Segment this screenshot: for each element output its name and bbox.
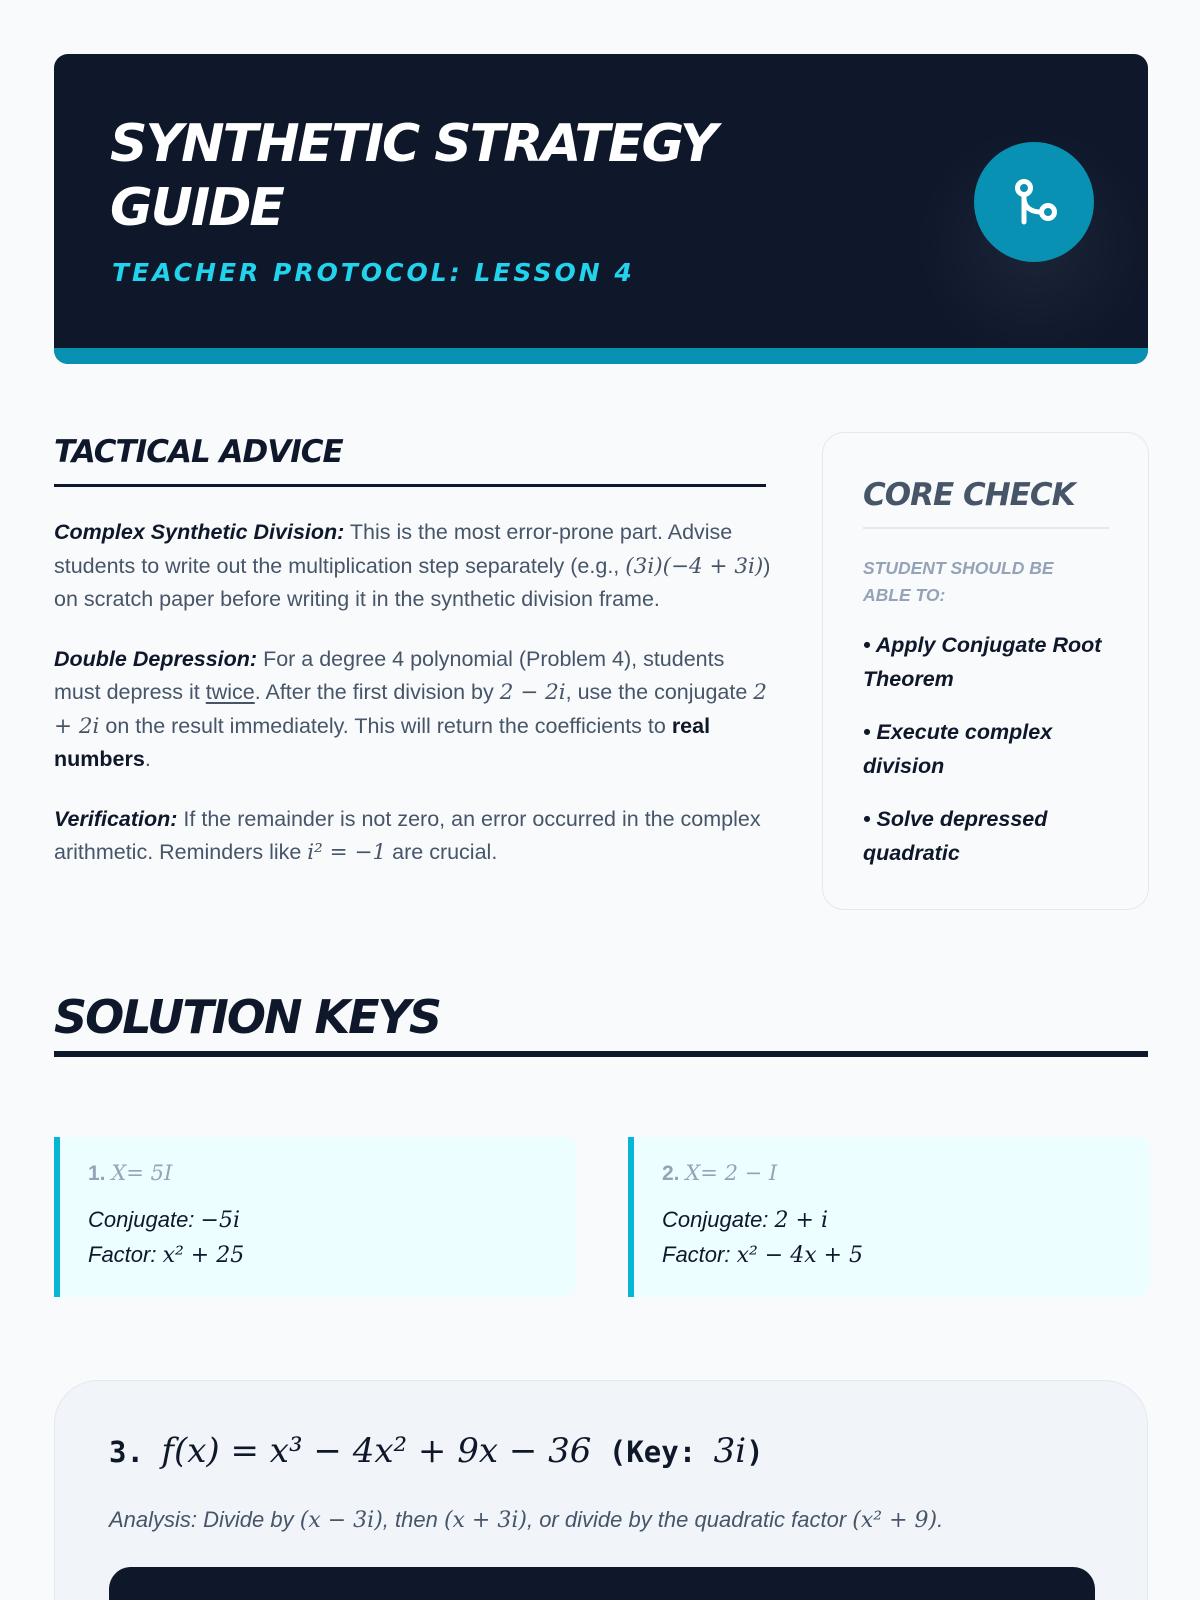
advice-lead: Complex Synthetic Division: bbox=[54, 520, 345, 544]
advice-complex-division bbox=[54, 516, 774, 617]
core-check-title: CORE CHECK bbox=[863, 477, 1075, 513]
analysis-text: Analysis: Divide by bbox=[109, 1507, 300, 1532]
problem-card bbox=[54, 1380, 1148, 1600]
conjugate-line bbox=[662, 1203, 863, 1238]
advice-text: For a degree 4 polynomial (Problem 4), students must depress it bbox=[54, 646, 725, 704]
factor-label: Factor: bbox=[88, 1242, 163, 1267]
analysis-text: . bbox=[937, 1507, 944, 1532]
factor-line bbox=[88, 1238, 244, 1273]
factor-line bbox=[662, 1238, 863, 1273]
problem-title bbox=[109, 1431, 764, 1471]
factor-value: x² − 4x + 5 bbox=[736, 1243, 864, 1268]
analysis-text: , then bbox=[382, 1507, 444, 1532]
header-banner bbox=[54, 54, 1148, 364]
math-expression: i² = −1 bbox=[307, 840, 387, 865]
core-check-item: • Execute complex division bbox=[863, 720, 1053, 778]
advice-text: . After the first division by bbox=[254, 680, 500, 704]
math-expression: 2 + 2i bbox=[54, 680, 767, 739]
page-subtitle: TEACHER PROTOCOL: LESSON 4 bbox=[112, 258, 635, 287]
key-close: ) bbox=[746, 1435, 764, 1469]
conjugate-value: 2 + i bbox=[774, 1208, 828, 1233]
emphasis-underline: twice bbox=[205, 680, 255, 704]
synthetic-division-panel bbox=[109, 1567, 1095, 1600]
core-check-item: • Apply Conjugate Root Theorem bbox=[863, 633, 1102, 691]
advice-text: , use the conjugate bbox=[565, 680, 754, 704]
problem-equation: f(x) = x³ − 4x² + 9x − 36 bbox=[161, 1431, 592, 1471]
root-value: X= 2 − I bbox=[685, 1161, 778, 1185]
solution-root bbox=[662, 1161, 777, 1186]
conjugate-label: Conjugate: bbox=[662, 1207, 775, 1232]
advice-text: This is the most error-prone part. Advise students to write out the multiplication step separately (e.g., bbox=[54, 520, 733, 578]
problem-analysis bbox=[109, 1507, 943, 1533]
math-expression: (x² + 9) bbox=[852, 1508, 938, 1533]
divider bbox=[54, 1051, 1148, 1057]
math-expression: (3i)(−4 + 3i) bbox=[625, 553, 764, 579]
advice-text: ) on scratch paper before writing it in the synthetic division frame. bbox=[54, 553, 771, 611]
key-value: 3i bbox=[713, 1431, 747, 1471]
core-check-item: • Solve depressed quadratic bbox=[863, 807, 1048, 865]
solution-card bbox=[628, 1137, 1150, 1297]
advice-text: If the remainder is not zero, an error occurred in the complex arithmetic. Reminders like bbox=[54, 806, 761, 864]
conjugate-line bbox=[88, 1203, 244, 1238]
core-check-label: STUDENT SHOULD BE ABLE TO: bbox=[863, 558, 1054, 605]
solution-card bbox=[54, 1137, 576, 1297]
core-check-list bbox=[863, 629, 1113, 890]
conjugate-value: −5i bbox=[200, 1208, 240, 1233]
tactical-advice-body bbox=[54, 516, 774, 896]
conjugate-label: Conjugate: bbox=[88, 1207, 201, 1232]
solution-details bbox=[662, 1203, 863, 1273]
advice-double-depression bbox=[54, 643, 774, 777]
math-expression: (x − 3i) bbox=[299, 1508, 383, 1533]
factor-value: x² + 25 bbox=[162, 1243, 245, 1268]
advice-lead: Verification: bbox=[54, 806, 178, 831]
advice-text: . bbox=[144, 747, 151, 771]
problem-number: 3. bbox=[109, 1435, 144, 1469]
solution-number: 1. bbox=[88, 1162, 106, 1185]
advice-verification bbox=[54, 803, 774, 870]
solution-keys-heading: SOLUTION KEYS bbox=[54, 990, 441, 1044]
root-value: X= 5I bbox=[111, 1161, 173, 1185]
solution-details bbox=[88, 1203, 244, 1273]
divider bbox=[863, 527, 1109, 529]
solution-root bbox=[88, 1161, 172, 1186]
solution-number: 2. bbox=[662, 1162, 680, 1185]
math-expression: (x + 3i) bbox=[443, 1508, 527, 1533]
advice-lead: Double Depression: bbox=[54, 646, 258, 671]
emphasis-bold: real numbers bbox=[54, 713, 711, 771]
key-open: (Key: bbox=[608, 1435, 697, 1469]
factor-label: Factor: bbox=[662, 1242, 737, 1267]
advice-text: are crucial. bbox=[386, 840, 498, 864]
analysis-text: , or divide by the quadratic factor bbox=[526, 1507, 853, 1532]
page-title: SYNTHETIC STRATEGY GUIDE bbox=[110, 114, 716, 238]
core-check-card bbox=[822, 432, 1149, 910]
tactical-advice-heading: TACTICAL ADVICE bbox=[54, 434, 343, 470]
divider bbox=[54, 484, 766, 487]
advice-text: on the result immediately. This will return the coefficients to bbox=[99, 713, 672, 738]
git-merge-icon bbox=[974, 142, 1094, 262]
math-expression: 2 − 2i bbox=[499, 680, 566, 705]
